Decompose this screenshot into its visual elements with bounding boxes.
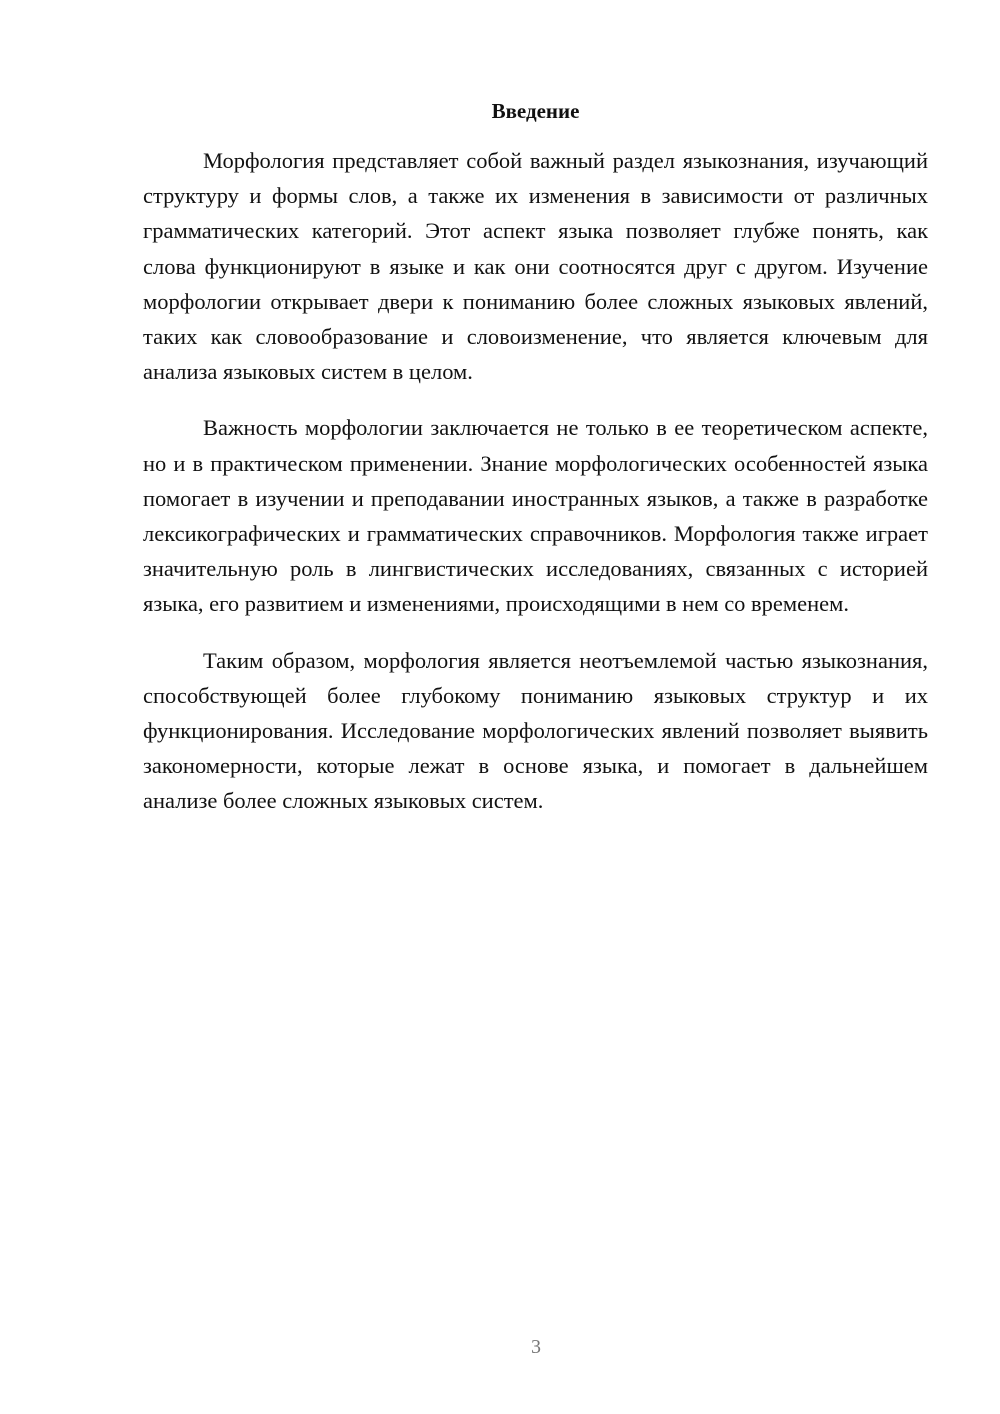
paragraph-1: Морфология представляет собой важный раздел языкознания, изучающий структуру и формы слов, а также их изменения в зависимости от различных грамматических категорий. Этот аспект языка позволяет глубже понять, как слова функционируют в языке и как они соотносятся друг с другом. Изучение морфологии открывает двери к пониманию более сложных языковых явлений, таких как словообразование и словоизменение, что является ключевым для анализа языковых систем в целом. — [143, 148, 928, 385]
paragraph-3: Таким образом, морфология является неотъемлемой частью языкознания, способствующей более глубокому пониманию языковых структур и их функционирования. Исследование морфологических явлений позволяет выявить закономерности, которые лежат в основе языка, и помогает в дальнейшем анализе более сложных языковых систем. — [143, 647, 928, 814]
section-heading: Введение — [491, 99, 580, 123]
page-number: 3 — [531, 1336, 541, 1358]
paragraph-2: Важность морфологии заключается не только в ее теоретическом аспекте, но и в практическом применении. Знание морфологических особенностей языка помогает в изучении и преподавании иностранных языков, а также в разработке лексикографических и грамматических справочников. Морфология также играет значительную роль в лингвистических исследованиях, связанных с историей языка, его развитием и изменениями, происходящими в нем со временем. — [143, 415, 928, 617]
body-text — [143, 143, 928, 840]
